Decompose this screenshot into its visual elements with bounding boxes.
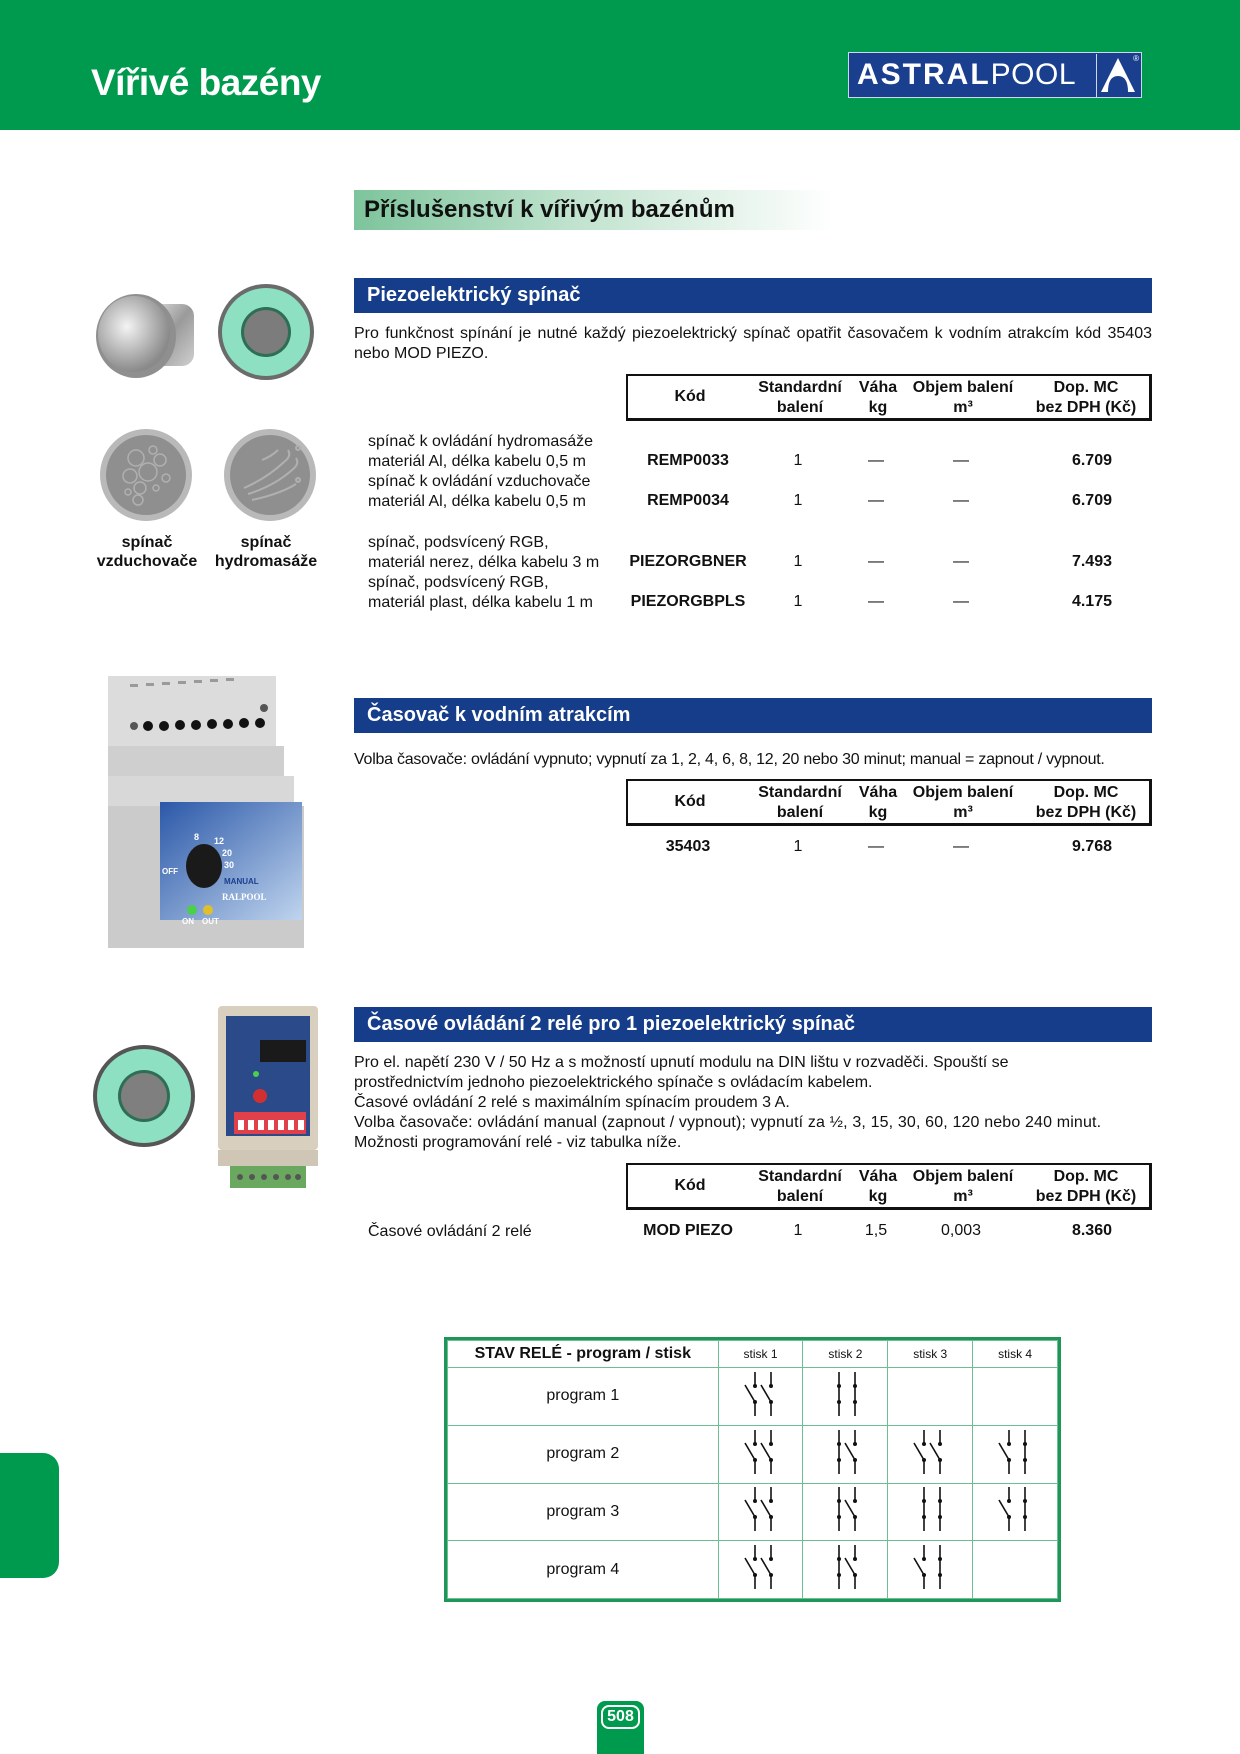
- relay-state-cell: [973, 1483, 1058, 1541]
- piezo-table-header: Kód Standardní balení Váha kg Objem balení m³ Dop. MC bez DPH (Kč): [626, 374, 1152, 421]
- svg-text:20: 20: [222, 848, 233, 858]
- open-closed-relay-icon: [995, 1428, 1035, 1476]
- relay-state-cell: [803, 1541, 888, 1599]
- page-number: 508: [601, 1705, 640, 1729]
- relay-table-title: STAV RELÉ - program / stisk: [448, 1341, 719, 1368]
- relay-state-cell: [888, 1541, 973, 1599]
- relay-program-row: [448, 1425, 1058, 1483]
- relay-contact-open: [761, 1558, 771, 1575]
- relay-contact-open: [745, 1500, 755, 1517]
- open-closed-relay-icon: [910, 1543, 950, 1591]
- svg-text:RALPOOL: RALPOOL: [222, 892, 267, 902]
- relay-column-header: stisk 4: [973, 1341, 1058, 1368]
- relay-contact-open: [845, 1500, 855, 1517]
- closed-open-relay-icon: [825, 1485, 865, 1533]
- relay-program-row: [448, 1541, 1058, 1599]
- section-title: Příslušenství k vířivým bazénům: [354, 190, 834, 230]
- page-header: [0, 0, 1240, 130]
- relay-state-cell: [888, 1425, 973, 1483]
- relay-state-cell: [718, 1541, 803, 1599]
- piezo-switch-green-image: [216, 282, 316, 382]
- relay-contact-open: [930, 1443, 940, 1460]
- relay-contact-open: [845, 1443, 855, 1460]
- relay-contact-open: [761, 1443, 771, 1460]
- relay-control-section-bar: Časové ovládání 2 relé pro 1 piezoelektrický spínač: [354, 1007, 1152, 1042]
- closed-closed-relay-icon: [825, 1370, 865, 1418]
- relay-contact-open: [914, 1558, 924, 1575]
- open-closed-relay-icon: [995, 1485, 1035, 1533]
- timer-description: Volba časovače: ovládání vypnuto; vypnutí za 1, 2, 4, 6, 8, 12, 20 nebo 30 minut; manual = zapnout / vypnout.: [354, 751, 1105, 768]
- astralpool-triangle-icon: ®: [1096, 54, 1141, 97]
- piezo-section-bar: Piezoelektrický spínač: [354, 278, 1152, 313]
- svg-text:MANUAL: MANUAL: [224, 877, 259, 886]
- closed-open-relay-icon: [825, 1428, 865, 1476]
- relay-contact-open: [761, 1500, 771, 1517]
- relay-state-cell: [803, 1425, 888, 1483]
- closed-open-relay-icon: [825, 1543, 865, 1591]
- closed-closed-relay-icon: [910, 1485, 950, 1533]
- relay-state-cell: [973, 1425, 1058, 1483]
- open-open-relay-icon: [741, 1428, 781, 1476]
- svg-text:OFF: OFF: [162, 867, 178, 876]
- open-open-relay-icon: [741, 1370, 781, 1418]
- caption-air-blower-switch: spínač vzduchovače: [96, 534, 198, 570]
- relay-column-header: stisk 3: [888, 1341, 973, 1368]
- piezo-description: Pro funkčnost spínání je nutné každý piezoelektrický spínač opatřit časovačem k vodním atrakcím kód 35403 nebo MOD PIEZO.: [354, 325, 1152, 362]
- relay-state-cell: [718, 1425, 803, 1483]
- astralpool-logo: ASTRALPOOL ®: [848, 52, 1142, 98]
- relay-contact-open: [745, 1558, 755, 1575]
- program-name: program 3: [448, 1483, 719, 1541]
- relay-control-table-header: Kód Standardní balení Váha kg Objem balení m³ Dop. MC bez DPH (Kč): [626, 1163, 1152, 1210]
- relay-control-description: Pro el. napětí 230 V / 50 Hz a s možností upnutí modulu na DIN lištu v rozvaděči. Spouští se prostřednictvím jednoho piezoelektrického spínače s ovládacím kabelem. Časové ovládání 2 relé s maximálním spínacím proudem 3 A. Volba časovače: ovládání manual (zapnout / vypnout); vypnutí za ½, 3, 15, 30, 60, 120 nebo 240 minut. Možnosti programování relé - viz tabulka níže.: [354, 1054, 1102, 1151]
- relay-state-cell: [888, 1483, 973, 1541]
- relay-contact-open: [745, 1443, 755, 1460]
- timer-table-header: Kód Standardní balení Váha kg Objem balení m³ Dop. MC bez DPH (Kč): [626, 779, 1152, 826]
- program-name: program 4: [448, 1541, 719, 1599]
- open-open-relay-icon: [741, 1485, 781, 1533]
- hydromassage-switch-image: [222, 428, 318, 522]
- open-open-relay-icon: [741, 1543, 781, 1591]
- relay-state-cell: [718, 1368, 803, 1426]
- svg-text:ON: ON: [182, 917, 194, 926]
- relay-contact-open: [999, 1500, 1009, 1517]
- relay-contact-open: [745, 1385, 755, 1402]
- piezo-switch-steel-image: [92, 284, 200, 384]
- relay-state-table: [444, 1337, 1061, 1602]
- relay-state-cell: [718, 1483, 803, 1541]
- page-number-tab: [597, 1701, 644, 1754]
- relay-state-cell: [803, 1483, 888, 1541]
- svg-text:8: 8: [194, 832, 200, 842]
- air-blower-switch-image: [98, 428, 194, 522]
- relay-contact-open: [845, 1558, 855, 1575]
- relay-state-cell: [803, 1368, 888, 1426]
- svg-text:12: 12: [214, 836, 225, 846]
- program-name: program 2: [448, 1425, 719, 1483]
- relay-contact-open: [761, 1385, 771, 1402]
- timer-section-bar: Časovač k vodním atrakcím: [354, 698, 1152, 733]
- svg-text:30: 30: [224, 860, 235, 870]
- relay-column-header: stisk 1: [718, 1341, 803, 1368]
- open-open-relay-icon: [910, 1428, 950, 1476]
- relay-program-row: [448, 1368, 1058, 1426]
- water-attraction-timer-image: [104, 668, 304, 952]
- relay-column-header: stisk 2: [803, 1341, 888, 1368]
- page-title: Vířivé bazény: [91, 62, 322, 103]
- relay-program-row: [448, 1483, 1058, 1541]
- relay-state-cell: [973, 1541, 1058, 1599]
- chapter-side-tab: [0, 1453, 59, 1578]
- relay-state-cell: [973, 1368, 1058, 1426]
- caption-hydromassage-switch: spínač hydromasáže: [214, 534, 318, 570]
- relay-state-cell: [888, 1368, 973, 1426]
- svg-text:OUT: OUT: [202, 917, 219, 926]
- program-name: program 1: [448, 1368, 719, 1426]
- relay-contact-open: [999, 1443, 1009, 1460]
- relay-module-image: [216, 1004, 320, 1190]
- piezo-switch-green-image: [92, 1044, 196, 1148]
- relay-table-header-row: [448, 1341, 1058, 1368]
- relay-contact-open: [914, 1443, 924, 1460]
